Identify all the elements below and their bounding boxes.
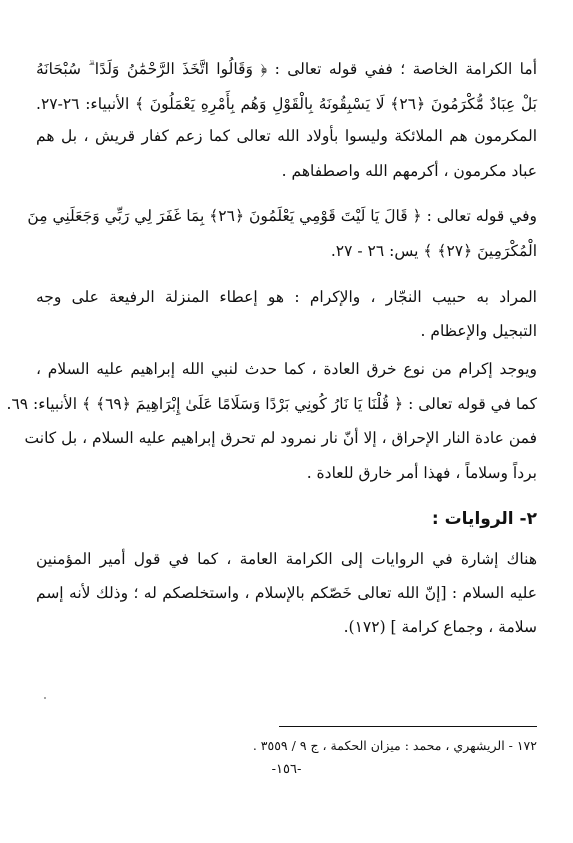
- quran-verse-line: كما في قوله تعالى : ﴿ قُلْنَا يَا نَارُ كُونِي بَرْدًا وَسَلَامًا عَلَىٰ إِبْرَاهِيمَ ﴿٦٩﴾ ﴾ الأنبياء: ٦٩.: [6, 395, 537, 413]
- footnote-separator: [279, 726, 537, 727]
- paragraph-line: المراد به حبيب النجّار ، والإكرام : هو إعطاء المنزلة الرفيعة على وجه: [36, 288, 537, 306]
- paragraph-line: عباد مكرمون ، أكرمهم الله واصطفاهم .: [281, 162, 537, 180]
- page-speck: [44, 697, 46, 699]
- paragraph-line: هناك إشارة في الروايات إلى الكرامة العامة ، كما في قول أمير المؤمنين: [36, 550, 537, 568]
- paragraph-line: وفي قوله تعالى : ﴿ قَالَ يَا لَيْتَ قَوْمِي يَعْلَمُونَ ﴿٢٦﴾ بِمَا غَفَرَ لِي رَبِّي وَجَعَلَنِي مِنَ: [27, 207, 537, 225]
- paragraph-line: المكرمون هم الملائكة وليسوا بأولاد الله تعالى كما زعم كفار قريش ، بل هم: [36, 127, 537, 145]
- paragraph-line: برداً وسلاماً ، فهذا أمر خارق للعادة .: [306, 464, 537, 482]
- section-heading: ٢- الروايات :: [431, 509, 537, 529]
- paragraph-line: ويوجد إكرام من نوع خرق العادة ، كما حدث لنبي الله إبراهيم عليه السلام ،: [36, 360, 537, 378]
- paragraph-line: سلامة ، وجماع كرامة ] (١٧٢).: [343, 618, 537, 636]
- quran-verse-line: بَلْ عِبَادٌ مُّكْرَمُونَ ﴿٢٦﴾ لَا يَسْبِقُونَهُ بِالْقَوْلِ وَهُم بِأَمْرِهِ يَعْمَلُونَ ﴾ الأنبياء: ٢٦-٢٧.: [36, 95, 537, 113]
- footnote: ١٧٢ - الريشهري ، محمد : ميزان الحكمة ، ج ٩ / ٣٥٥٩ .: [252, 738, 537, 753]
- quran-verse-line: الْمُكْرَمِينَ ﴿٢٧﴾ ﴾ يس: ٢٦ - ٢٧.: [330, 242, 537, 260]
- paragraph-line: أما الكرامة الخاصة ؛ ففي قوله تعالى : ﴿ وَقَالُوا اتَّخَذَ الرَّحْمَٰنُ وَلَدًا ۗ سُبْحَانَهُ: [36, 60, 537, 78]
- paragraph-line: التبجيل والإعظام .: [420, 322, 537, 340]
- paragraph-line: عليه السلام : [إنّ الله تعالى خَصّكم بالإسلام ، واستخلصكم له ؛ وذلك لأنه إسم: [36, 584, 537, 602]
- paragraph-line: فمن عادة النار الإحراق ، إلا أنّ نار نمرود لم تحرق إبراهيم عليه السلام ، بل كانت: [24, 429, 537, 447]
- page-number: -١٥٦-: [271, 762, 302, 777]
